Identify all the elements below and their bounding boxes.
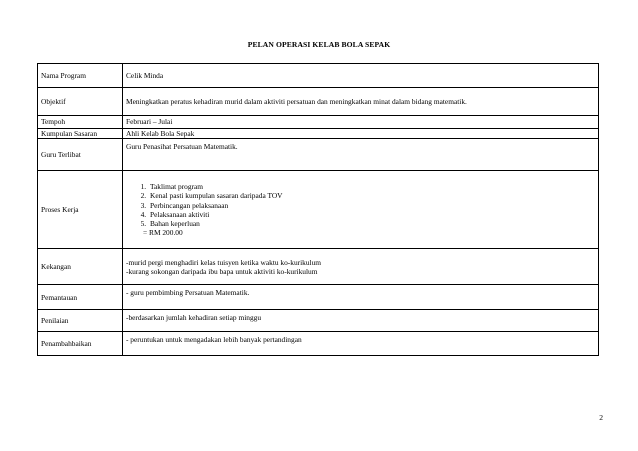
row-value	[123, 171, 599, 249]
row-value: Februari – Julai	[123, 116, 599, 129]
row-label: Kekangan	[38, 249, 123, 285]
table-row-penambahbaikan	[38, 332, 599, 356]
list-item: 5. Bahan keperluan	[148, 219, 595, 228]
table-row-pemantauan	[38, 285, 599, 310]
row-label: Tempoh	[38, 116, 123, 129]
kekangan-line-2: -kurang sokongan daripada ibu bapa untuk aktiviti ko-kurikulum	[126, 266, 318, 276]
row-label: Objektif	[38, 88, 123, 116]
list-item: 4. Pelaksanaan aktiviti	[148, 210, 595, 219]
row-value: -berdasarkan jumlah kehadiran setiap minggu	[123, 310, 599, 332]
document-title: PELAN OPERASI KELAB BOLA SEPAK	[247, 40, 391, 49]
list-item: 1. Taklimat program	[148, 182, 595, 191]
row-value: - peruntukan untuk mengadakan lebih banyak pertandingan	[123, 332, 599, 356]
row-value: Celik Minda	[123, 64, 599, 88]
table-row-guru-terlibat	[38, 139, 599, 171]
row-label: Proses Kerja	[38, 171, 123, 249]
row-value: Ahli Kelab Bola Sepak	[123, 129, 599, 139]
process-steps-list	[126, 182, 595, 228]
list-item: 2. Kenal pasti kumpulan sasaran daripada TOV	[148, 191, 595, 200]
row-value: - guru pembimbing Persatuan Matematik.	[123, 285, 599, 310]
table-row-kekangan	[38, 249, 599, 285]
kekangan-line-1: -murid pergi menghadiri kelas tuisyen ketika waktu ko-kurikulum	[126, 257, 322, 267]
row-label: Penilaian	[38, 310, 123, 332]
row-label: Kumpulan Sasaran	[38, 129, 123, 139]
row-value	[123, 249, 599, 285]
row-value: Guru Penasihat Persatuan Matematik.	[123, 139, 599, 171]
row-label: Penambahbaikan	[38, 332, 123, 356]
table-row-penilaian	[38, 310, 599, 332]
page-number: 2	[599, 413, 603, 422]
row-label: Pemantauan	[38, 285, 123, 310]
plan-table	[37, 63, 599, 356]
cost-text: = RM 200.00	[143, 228, 183, 238]
row-label: Nama Program	[38, 64, 123, 88]
table-row-kumpulan-sasaran	[38, 129, 599, 139]
table-row-nama-program	[38, 64, 599, 88]
list-item: 3. Perbincangan pelaksanaan	[148, 201, 595, 210]
table-row-objektif	[38, 88, 599, 116]
table-row-tempoh	[38, 116, 599, 129]
row-label: Guru Terlibat	[38, 139, 123, 171]
row-value: Meningkatkan peratus kehadiran murid dalam aktiviti persatuan dan meningkatkan minat dalam bidang matematik.	[123, 88, 599, 116]
table-row-proses-kerja	[38, 171, 599, 249]
